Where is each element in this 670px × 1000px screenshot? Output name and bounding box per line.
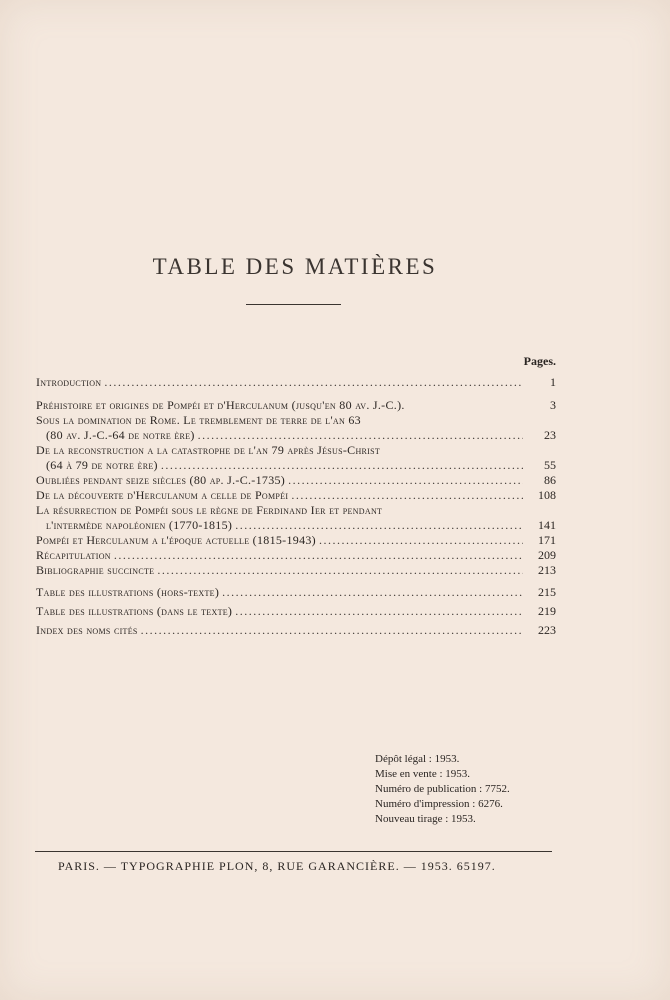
toc-entry-title: De la découverte d'Herculanum a celle de Pompéi bbox=[36, 488, 289, 502]
toc-entry-title: Sous la domination de Rome. Le tremblement de terre de l'an 63 bbox=[36, 413, 361, 427]
colophon-line: Numéro de publication : 7752. bbox=[375, 783, 510, 795]
toc-entry-title: (80 av. J.-C.-64 de notre ère) bbox=[46, 428, 195, 442]
dot-leader bbox=[157, 563, 523, 578]
dot-leader bbox=[235, 602, 523, 621]
colophon-line: Numéro d'impression : 6276. bbox=[375, 798, 503, 810]
toc-entry-page: 55 bbox=[544, 458, 556, 472]
dot-leader bbox=[198, 428, 523, 443]
toc-entry-title: (64 à 79 de notre ère) bbox=[46, 458, 158, 472]
imprint-rule bbox=[35, 851, 552, 852]
toc-entry-page: 86 bbox=[544, 473, 556, 487]
toc-entry-title: La résurrection de Pompéi sous le règne de Ferdinand Ier et pendant bbox=[36, 503, 383, 517]
toc-line bbox=[36, 375, 556, 390]
colophon-line: Mise en vente : 1953. bbox=[375, 768, 471, 780]
dot-leader bbox=[319, 533, 523, 548]
toc-line bbox=[36, 413, 556, 428]
toc-line bbox=[36, 563, 556, 578]
toc-entry-title: Table des illustrations (dans le texte) bbox=[36, 604, 233, 618]
toc-line bbox=[36, 473, 556, 488]
toc-line bbox=[36, 583, 556, 602]
toc-entry-page: 215 bbox=[538, 585, 556, 599]
toc-line bbox=[36, 602, 556, 621]
toc-entry-title: Préhistoire et origines de Pompéi et d'Herculanum (jusqu'en 80 av. J.-C.). bbox=[36, 398, 405, 412]
toc-line bbox=[36, 398, 556, 413]
toc-entry-page: 223 bbox=[538, 623, 556, 637]
colophon-line: Dépôt légal : 1953. bbox=[375, 753, 460, 765]
toc-line bbox=[36, 443, 556, 458]
toc-line bbox=[36, 533, 556, 548]
dot-leader bbox=[104, 375, 523, 390]
toc-entry-page: 108 bbox=[538, 488, 556, 502]
toc-entry-title: Pompéi et Herculanum a l'époque actuelle (1815-1943) bbox=[36, 533, 316, 547]
printer-imprint: PARIS. — TYPOGRAPHIE PLON, 8, RUE GARANCIÈRE. — 1953. 65197. bbox=[58, 859, 496, 873]
toc-entry-title: Table des illustrations (hors-texte) bbox=[36, 585, 220, 599]
dot-leader bbox=[291, 488, 523, 503]
toc-entry-title: Oubliées pendant seize siècles (80 ap. J.-C.-1735) bbox=[36, 473, 286, 487]
toc-line bbox=[36, 458, 556, 473]
dot-leader bbox=[222, 583, 523, 602]
toc-entry-title: l'intermède napoléonien (1770-1815) bbox=[46, 518, 233, 532]
toc-entry-page: 209 bbox=[538, 548, 556, 562]
dot-leader bbox=[235, 518, 523, 533]
colophon-line: Nouveau tirage : 1953. bbox=[375, 813, 476, 825]
toc-entry-title: Récapitulation bbox=[36, 548, 111, 562]
pages-column-label: Pages. bbox=[523, 354, 556, 368]
toc-line bbox=[36, 503, 556, 518]
toc-line bbox=[36, 428, 556, 443]
toc-entry-title: Introduction bbox=[36, 375, 102, 389]
title-rule bbox=[246, 304, 341, 305]
toc-entry-title: Bibliographie succincte bbox=[36, 563, 155, 577]
toc-entry-page: 213 bbox=[538, 563, 556, 577]
toc-line bbox=[36, 488, 556, 503]
toc-entry-page: 171 bbox=[538, 533, 556, 547]
toc-entry-page: 1 bbox=[550, 375, 556, 389]
dot-leader bbox=[114, 548, 523, 563]
toc-line bbox=[36, 621, 556, 640]
toc-line bbox=[36, 548, 556, 563]
toc-entry-title: Index des noms cités bbox=[36, 623, 138, 637]
toc-entry-page: 23 bbox=[544, 428, 556, 442]
toc-entry-page: 141 bbox=[538, 518, 556, 532]
dot-leader bbox=[161, 458, 523, 473]
table-of-contents bbox=[36, 375, 556, 640]
toc-line bbox=[36, 518, 556, 533]
toc-entry-page: 3 bbox=[550, 398, 556, 412]
toc-entry-title: De la reconstruction a la catastrophe de l'an 79 après Jésus-Christ bbox=[36, 443, 381, 457]
dot-leader bbox=[288, 473, 523, 488]
toc-entry-page: 219 bbox=[538, 604, 556, 618]
colophon bbox=[375, 752, 510, 827]
dot-leader bbox=[141, 621, 523, 640]
page-title: TABLE DES MATIÈRES bbox=[152, 254, 438, 279]
